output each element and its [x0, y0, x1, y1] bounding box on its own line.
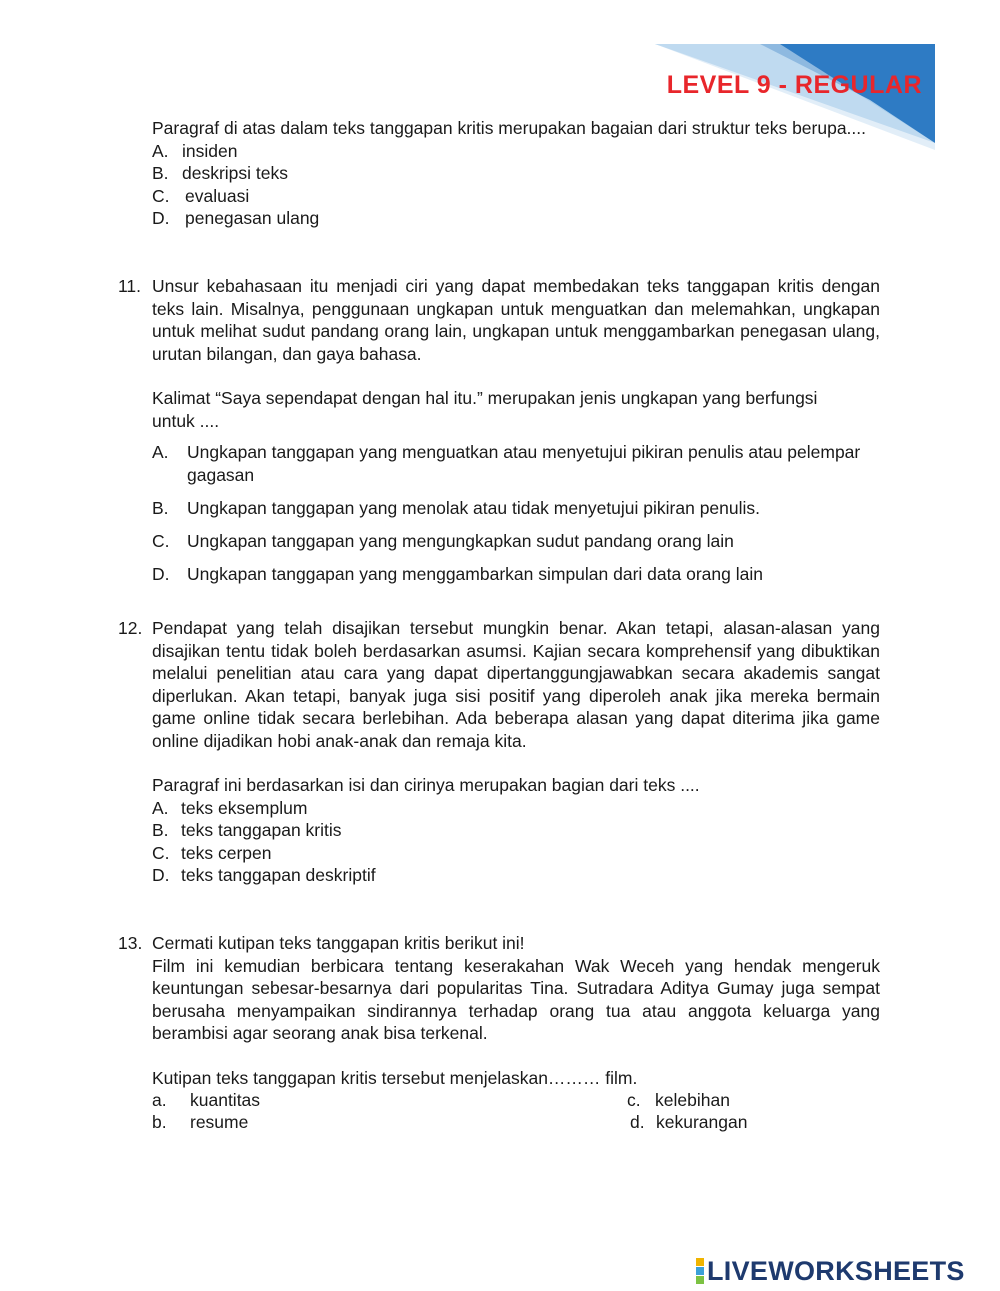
- option-a[interactable]: A. insiden: [152, 140, 238, 161]
- option-c[interactable]: c. kelebihan: [627, 1090, 730, 1110]
- question-number: 11.: [118, 276, 142, 296]
- option-a[interactable]: a. kuantitas: [152, 1090, 261, 1110]
- question-13-prompt: Kutipan teks tanggapan kritis tersebut menjelaskan……… film.: [152, 1067, 638, 1088]
- question-11-prompt: Kalimat “Saya sependapat dengan hal itu.” merupakan jenis ungkapan yang berfungsi untuk ....: [152, 388, 818, 431]
- question-11-passage: Unsur kebahasaan itu menjadi ciri yang dapat membedakan teks tanggapan kritis dengan teks lain. Misalnya, penggunaan ungkapan untuk menguatkan dan melemahkan, ungkapan untuk melihat sudut pandang orang lain, ungkapan untuk menggambarkan penegasan ulang, urutan bilangan, dan gaya bahasa.: [152, 276, 880, 364]
- option-b[interactable]: b. resume: [152, 1112, 249, 1132]
- question-12-passage: Pendapat yang telah disajikan tersebut mungkin benar. Akan tetapi, alasan-alasan yang disajikan tentu tidak boleh berdasarkan asumsi. Kajian secara komprehensif yang dibuktikan melalui penelitian atau cara yang dapat dipertanggungjawabkan secara akademis sangat diperlukan. Akan tetapi, banyak juga sisi positif yang diperoleh anak jika mereka bermain game online tidak secara berlebihan. Ada beberapa alasan yang dapat diterima jika game online dijadikan hobi anak-anak dan remaja kita.: [152, 618, 880, 751]
- option-c[interactable]: C. Ungkapan tanggapan yang mengungkapkan sudut pandang orang lain: [152, 530, 734, 551]
- liveworksheets-logo[interactable]: [696, 1256, 965, 1286]
- question-12: [118, 617, 880, 887]
- option-a[interactable]: A. teks eksemplum: [152, 797, 308, 818]
- option-a[interactable]: A. Ungkapan tanggapan yang menguatkan atau menyetujui pikiran penulis atau pelempar gagasan: [152, 442, 861, 485]
- option-c[interactable]: C. evaluasi: [152, 185, 250, 206]
- option-d[interactable]: D. penegasan ulang: [152, 208, 320, 228]
- option-b[interactable]: B. teks tanggapan kritis: [152, 820, 342, 840]
- brand-name: LIVEWORKSHEETS: [707, 1255, 965, 1286]
- question-number: 12.: [118, 618, 143, 638]
- question-13: [118, 932, 880, 1134]
- option-d[interactable]: d. kekurangan: [630, 1112, 748, 1132]
- option-d[interactable]: D. Ungkapan tanggapan yang menggambarkan simpulan dari data orang lain: [152, 563, 763, 584]
- question-11: [118, 275, 880, 596]
- option-b[interactable]: B. deskripsi teks: [152, 163, 289, 183]
- option-d[interactable]: D. teks tanggapan deskriptif: [152, 865, 376, 885]
- question-13-options: [152, 1089, 880, 1134]
- question-12-prompt: Paragraf ini berdasarkan isi dan cirinya merupakan bagian dari teks ....: [152, 775, 700, 795]
- logo-blocks-icon: [696, 1258, 704, 1284]
- question-13-passage: Film ini kemudian berbicara tentang keserakahan Wak Weceh yang hendak mengeruk keuntungan sebesar-besarnya dari popularitas Tina. Sutradara Aditya Gumay juga sempat berusaha menyampaikan sindirannya terhadap orang tua atau anggota keluarga yang berambisi agar seorang anak bisa terkenal.: [152, 955, 880, 1043]
- level-title: LEVEL 9 - REGULAR: [666, 71, 922, 99]
- question-10-stem: Paragraf di atas dalam teks tanggapan kritis merupakan bagaian dari struktur teks berupa....: [152, 118, 867, 138]
- option-b[interactable]: B. Ungkapan tanggapan yang menolak atau tidak menyetujui pikiran penulis.: [152, 497, 761, 518]
- question-10: [152, 117, 880, 230]
- option-c[interactable]: C. teks cerpen: [152, 842, 272, 863]
- question-13-intro: Cermati kutipan teks tanggapan kritis berikut ini!: [152, 933, 525, 953]
- question-number: 13.: [118, 933, 143, 953]
